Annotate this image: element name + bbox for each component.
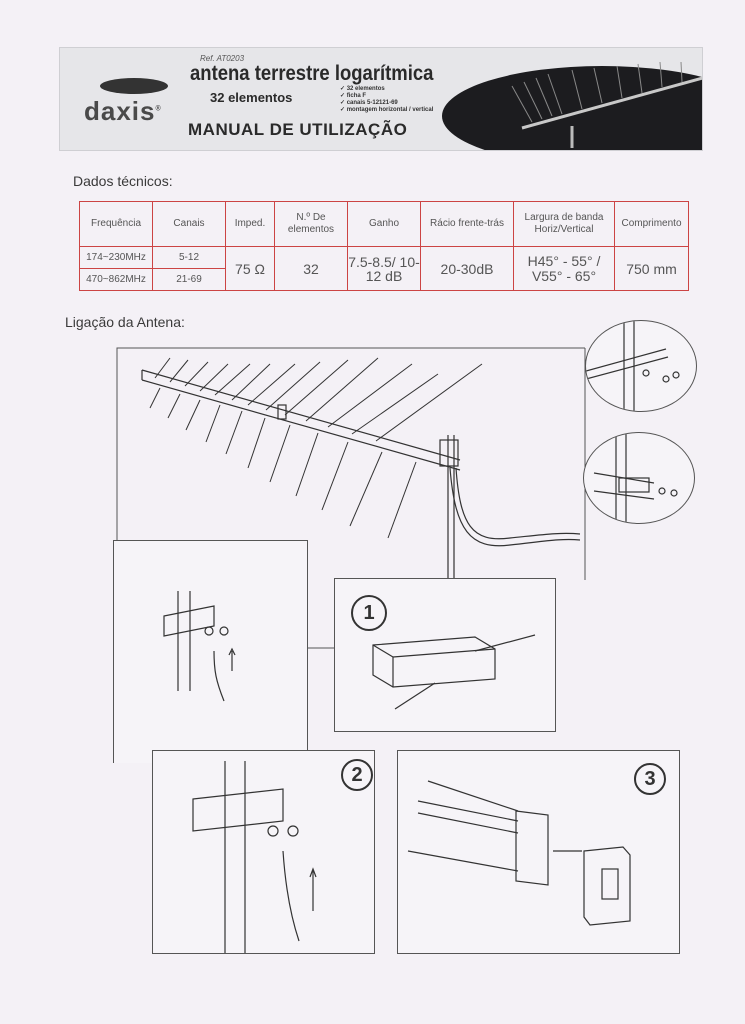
- mast-mount-panel: [113, 540, 308, 763]
- column-header: Ganho: [348, 202, 421, 247]
- product-title: antena terrestre logarítmica: [190, 62, 434, 85]
- frequency-cell: 174~230MHz: [80, 247, 153, 269]
- feature-item: ✓ 32 elementos: [340, 86, 385, 92]
- reference-code: Ref. AT0203: [200, 54, 245, 63]
- column-header: Frequência: [80, 202, 153, 247]
- gain-cell: 7.5-8.5/ 10-12 dB: [348, 247, 421, 291]
- step-number-badge: 1: [351, 595, 387, 631]
- step-number-badge: 3: [634, 763, 666, 795]
- connection-heading: Ligação da Antena:: [65, 314, 185, 330]
- manual-title: MANUAL DE UTILIZAÇÃO: [188, 120, 408, 139]
- impedance-cell: 75 Ω: [226, 247, 275, 291]
- specs-heading: Dados técnicos:: [73, 173, 173, 189]
- channels-cell: 21-69: [153, 269, 226, 291]
- feature-item: ✓ ficha F: [340, 93, 367, 99]
- column-header: Rácio frente-trás: [421, 202, 514, 247]
- elements-cell: 32: [275, 247, 348, 291]
- ratio-cell: 20-30dB: [421, 247, 514, 291]
- frequency-cell: 470~862MHz: [80, 269, 153, 291]
- product-subtitle: 32 elementos: [210, 90, 293, 105]
- length-cell: 750 mm: [615, 247, 689, 291]
- column-header: Imped.: [226, 202, 275, 247]
- step-3-panel: [397, 750, 680, 954]
- feature-item: ✓ montagem horizontal / vertical: [340, 107, 434, 113]
- channels-cell: 5-12: [153, 247, 226, 269]
- detail-circle-top: [585, 320, 697, 412]
- column-header: Canais: [153, 202, 226, 247]
- brand-logo: daxis®: [84, 96, 162, 126]
- feature-item: ✓ canais 5-12121-69: [340, 100, 398, 106]
- beamwidth-cell: H45° - 55° / V55° - 65°: [514, 247, 615, 291]
- column-header: Comprimento: [615, 202, 689, 247]
- step-2-panel: [152, 750, 375, 954]
- column-header: Largura de banda Horiz/Vertical: [514, 202, 615, 247]
- step-1-panel: [334, 578, 556, 732]
- column-header: N.º De elementos: [275, 202, 348, 247]
- detail-circle-bottom: [583, 432, 695, 524]
- step-number-badge: 2: [341, 759, 373, 791]
